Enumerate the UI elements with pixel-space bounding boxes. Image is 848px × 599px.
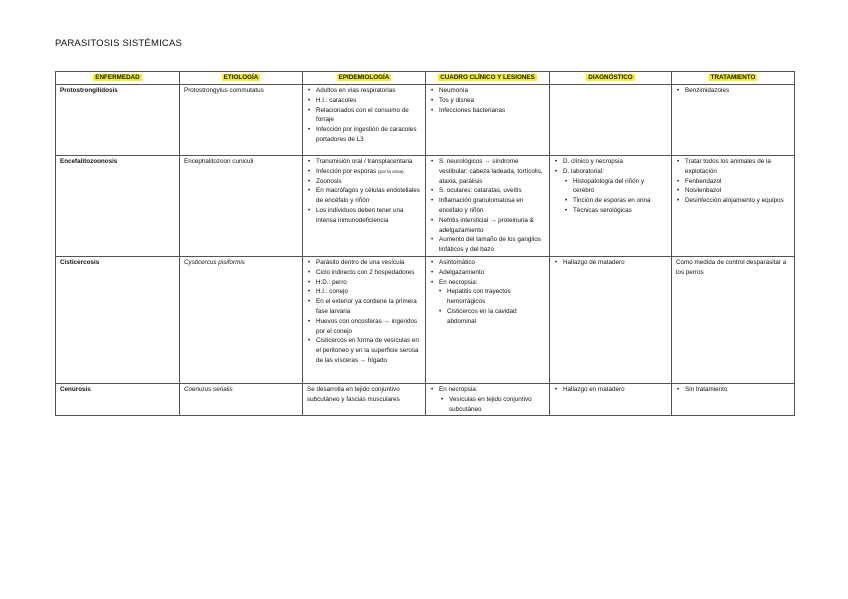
header-etiologia: ETIOLOGÍA [180,72,303,85]
disease-cell: Encefalitozoonosis [56,156,180,257]
table-row [56,156,795,257]
list-item: • Vesículas en tejido conjuntivo subcutáneo [430,395,545,415]
list-item: • Parásito dentro de una vesícula [307,258,421,268]
disease-cell: Cisticercosis [56,256,180,383]
list-item: • Infecciones bacterianas [430,106,545,116]
list-item: • Cisticercos en forma de vesículas en el peritoneo y en la superficie serosa de las vísceras → hígado [307,336,421,365]
list-item: • Relacionados con el consumo de forraje [307,106,421,126]
list-item: • Nosilenbazol [676,186,790,196]
epidemiology-cell [303,85,426,156]
list-item: • Adelgazamiento [430,268,545,278]
list-item: • Inflamación granulomatosa en encéfalo y riñón [430,196,545,216]
list-item: • Sin tratamiento [676,385,790,395]
header-cuadro-clinico: CUADRO CLÍNICO Y LESIONES [426,72,550,85]
epidemiology-cell [303,256,426,383]
clinical-cell [426,383,550,415]
list-item: • En necropsia: [430,385,545,395]
list-item: • Adultos en vías respiratorias [307,86,421,96]
table-row [56,383,795,415]
list-item: • Histopatología del riñón y cerebro [554,177,667,197]
header-epidemiologia: EPIDEMIOLOGÍA [303,72,426,85]
list-item: • Aumento del tamaño de los ganglios linfáticos y del bazo [430,235,545,255]
list-item: • Fenbendazol [676,177,790,187]
list-item: • Tratar todos los animales de la explotación [676,157,790,177]
etiology-cell: Encephalitozoon cuniculi [180,156,303,257]
diagnosis-cell [550,156,672,257]
disease-cell: Protostrongilidosis [56,85,180,156]
treatment-cell [672,383,795,415]
clinical-cell [426,156,550,257]
list-item: • Desinfección alojamiento y equipos [676,196,790,206]
list-item: • Transmisión oral / transplacentaria [307,157,421,167]
list-item: • Asintomático [430,258,545,268]
parasitosis-table [55,71,795,416]
list-item: • D. laboratorial: [554,167,667,177]
etiology-cell: Protostrongylus commutatus [180,85,303,156]
list-item: • Zoonosis [307,177,421,187]
list-item: • S. neurológicos → síndrome vestibular: cabeza ladeada, tortícolis, ataxia, parálisis [430,157,545,186]
clinical-cell [426,85,550,156]
treatment-cell [672,156,795,257]
document-title: PARASITOSIS SISTÉMICAS [55,38,183,49]
list-item: • Neumonía [430,86,545,96]
list-item: • Los individuos deben tener una intensa inmunodeficiencia [307,206,421,226]
treatment-cell [672,85,795,156]
list-item: • S. oculares: cataratas, uveítis [430,186,545,196]
list-item: • Huevos con oncosferas → ingeridos por el conejo [307,317,421,337]
list-item: • Hallazgo en matadero [554,385,667,395]
list-item: • Nefritis intersticial → proteinuria & adelgazamiento [430,216,545,236]
list-item: • H.I.: conejo [307,287,421,297]
list-item: • Benzimidazoles [676,86,790,96]
list-item: • Técnicas serológicas [554,206,667,216]
list-item: • D. clínico y necropsia [554,157,667,167]
note-text: (por la orina) [377,168,404,174]
list-item: • Hallazgo de matadero [554,258,667,268]
list-item: • H.D.: perro [307,278,421,288]
header-enfermedad: ENFERMEDAD [56,72,180,85]
list-item: • Infección por esporas (por la orina) [307,167,421,177]
clinical-cell [426,256,550,383]
diagnosis-cell [550,256,672,383]
list-item: • H.I.: caracoles [307,96,421,106]
treatment-cell: Como medida de control desparasitar a los perros [672,256,795,383]
list-item: • En macrófagos y células endoteliales de encéfalo y riñón [307,186,421,206]
list-item: • Ciclo indirecto con 2 hospedadores [307,268,421,278]
table-row [56,256,795,383]
table-header-row [56,72,795,85]
table-row [56,85,795,156]
epidemiology-cell: Se desarrolla en tejido conjuntivo subcutáneo y fascias musculares [303,383,426,415]
etiology-cell: Cysticercus pisiformis [180,256,303,383]
etiology-cell: Coenurus serialis [180,383,303,415]
header-tratamiento: TRATAMIENTO [672,72,795,85]
list-item: • Tinción de esporas en orina [554,196,667,206]
list-item: • Cisticercos en la cavidad abdominal [430,307,545,327]
list-item: • Infección por ingestión de caracoles portadores de L3 [307,125,421,145]
epidemiology-cell [303,156,426,257]
list-item: • En necropsia: [430,278,545,288]
diagnosis-cell [550,383,672,415]
header-diagnostico: DIAGNÓSTICO [550,72,672,85]
disease-cell: Cenurosis [56,383,180,415]
diagnosis-cell [550,85,672,156]
list-item: • Hepatitis con trayectos hemorrágicos [430,287,545,307]
list-item: • En el exterior ya contiene la primera fase larvaria [307,297,421,317]
list-item: • Tos y disnea [430,96,545,106]
